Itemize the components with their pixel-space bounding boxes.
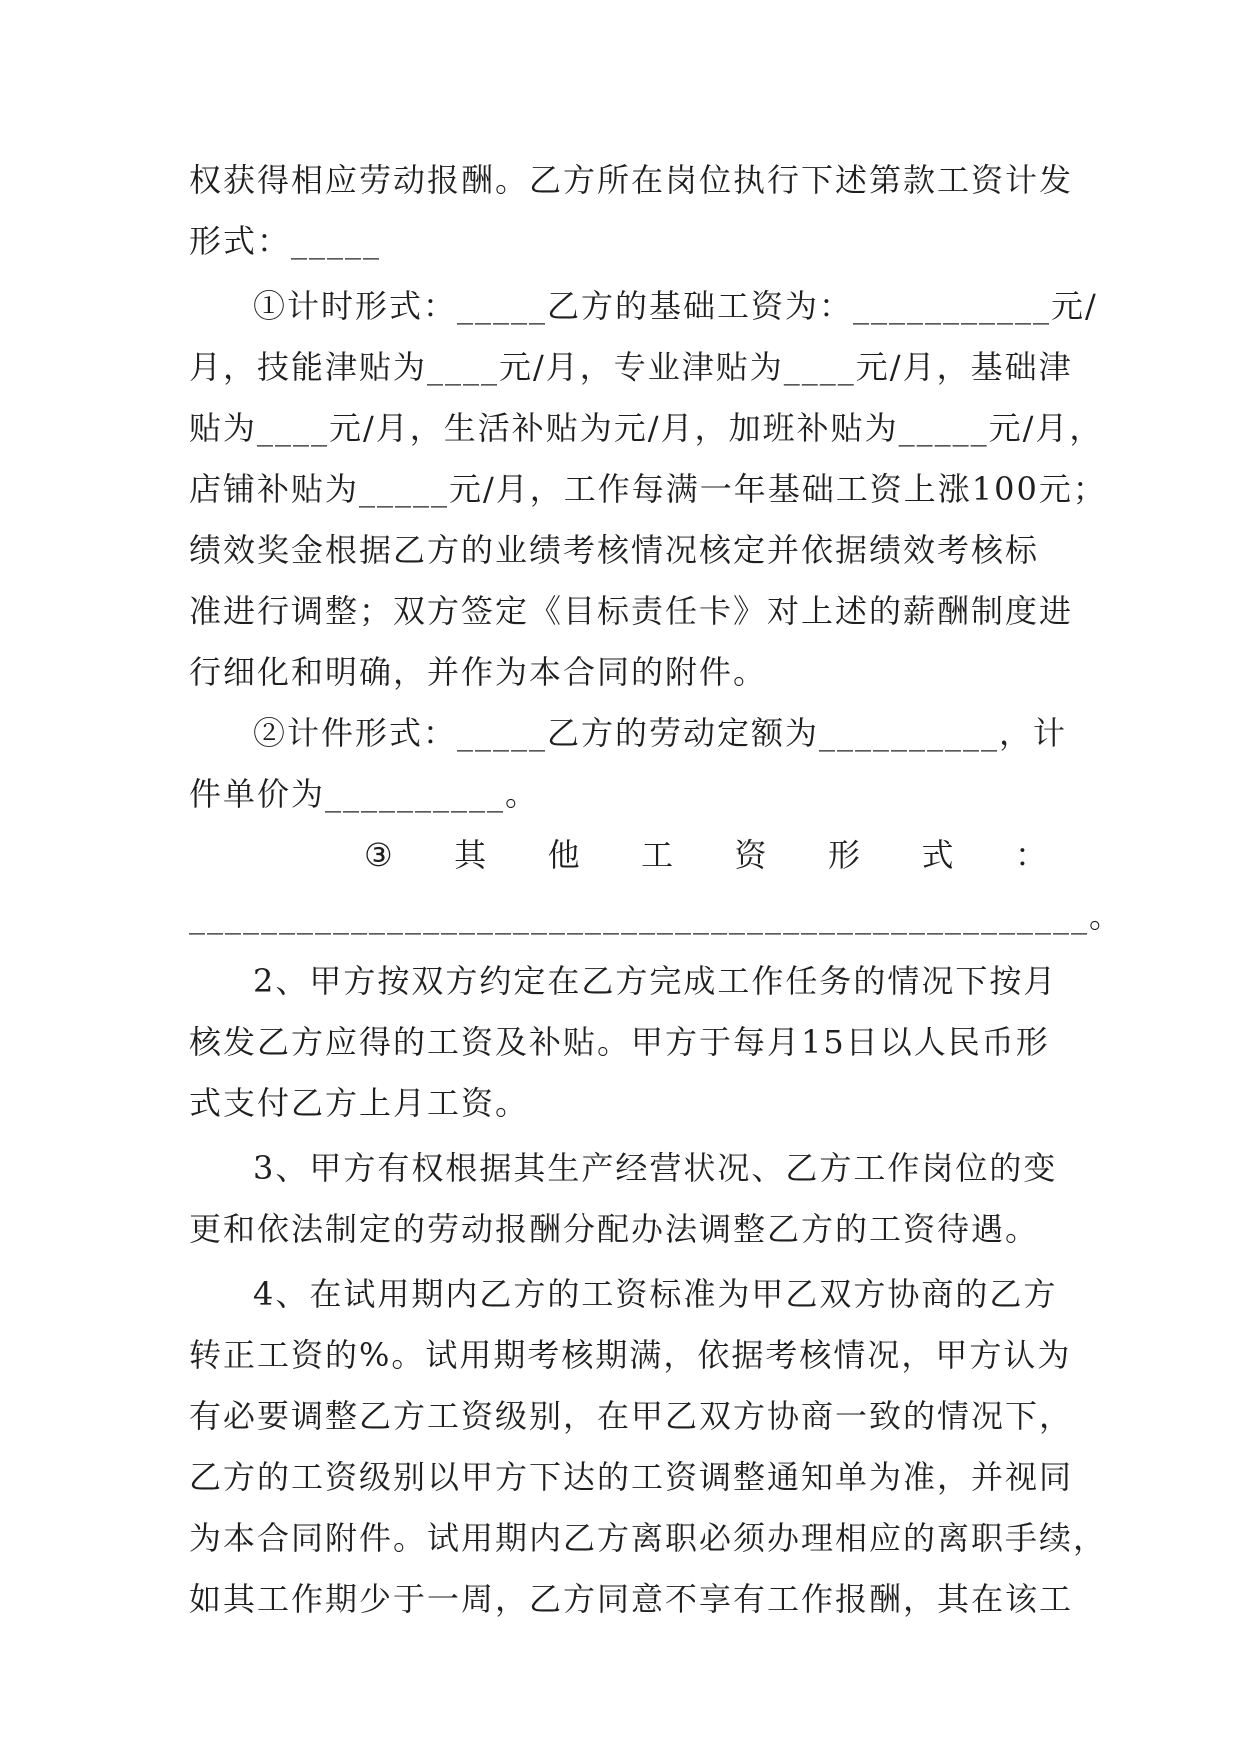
spread-char: 形 — [828, 836, 863, 874]
paragraph-start: ②计件形式：_____乙方的劳动定额为__________，计 — [253, 714, 1068, 752]
spread-char: 工 — [641, 836, 676, 874]
text-line: 形式：_____ — [189, 222, 382, 260]
text-line: 行细化和明确，并作为本合同的附件。 — [189, 653, 768, 691]
text-line: 件单价为__________。 — [189, 775, 540, 813]
paragraph-start: 4、在试用期内乙方的工资标准为甲乙双方协商的乙方 — [253, 1275, 1058, 1313]
text-line: 月，技能津贴为____元/月，专业津贴为____元/月，基础津 — [189, 348, 1073, 386]
text-line: 为本合同附件。试用期内乙方离职必须办理相应的离职手续， — [189, 1519, 1108, 1557]
text-line: 更和依法制定的劳动报酬分配办法调整乙方的工资待遇。 — [189, 1210, 1040, 1248]
text-line: 转正工资的%。试用期考核期满，依据考核情况，甲方认为 — [189, 1336, 1072, 1374]
text-line: 绩效奖金根据乙方的业绩考核情况核定并依据绩效考核标 — [189, 531, 1040, 569]
text-line: 核发乙方应得的工资及补贴。甲方于每月15日以人民币形 — [189, 1023, 1050, 1061]
text-line: 式支付乙方上月工资。 — [189, 1084, 530, 1122]
text-line: 有必要调整乙方工资级别，在甲乙双方协商一致的情况下， — [189, 1397, 1074, 1435]
text-line: __________________________________________________。 — [189, 897, 1124, 935]
text-line: 准进行调整；双方签定《目标责任卡》对上述的薪酬制度进 — [189, 592, 1074, 630]
spread-char: 其 — [454, 836, 489, 874]
spread-char: 式 — [921, 836, 956, 874]
spread-char: 他 — [547, 836, 582, 874]
paragraph-start: ①计时形式：_____乙方的基础工资为：___________元/ — [253, 287, 1098, 325]
spread-char: 资 — [734, 836, 769, 874]
text-line: 乙方的工资级别以甲方下达的工资调整通知单为准，并视同 — [189, 1458, 1074, 1496]
text-line: 店铺补贴为_____元/月，工作每满一年基础工资上涨100元； — [189, 470, 1107, 508]
text-line: 贴为____元/月，生活补贴为元/月，加班补贴为_____元/月， — [189, 409, 1104, 447]
paragraph-start: 3、甲方有权根据其生产经营状况、乙方工作岗位的变 — [253, 1149, 1058, 1187]
spread-char: ③ — [364, 836, 395, 874]
spread-heading-line — [189, 825, 1049, 886]
paragraph-start: 2、甲方按双方约定在乙方完成工作任务的情况下按月 — [253, 962, 1058, 1000]
spread-char: ： — [1014, 836, 1049, 874]
document-body — [189, 150, 1124, 1630]
text-line: 如其工作期少于一周，乙方同意不享有工作报酬，其在该工 — [189, 1580, 1074, 1618]
text-line: 权获得相应劳动报酬。乙方所在岗位执行下述第款工资计发 — [189, 161, 1074, 199]
